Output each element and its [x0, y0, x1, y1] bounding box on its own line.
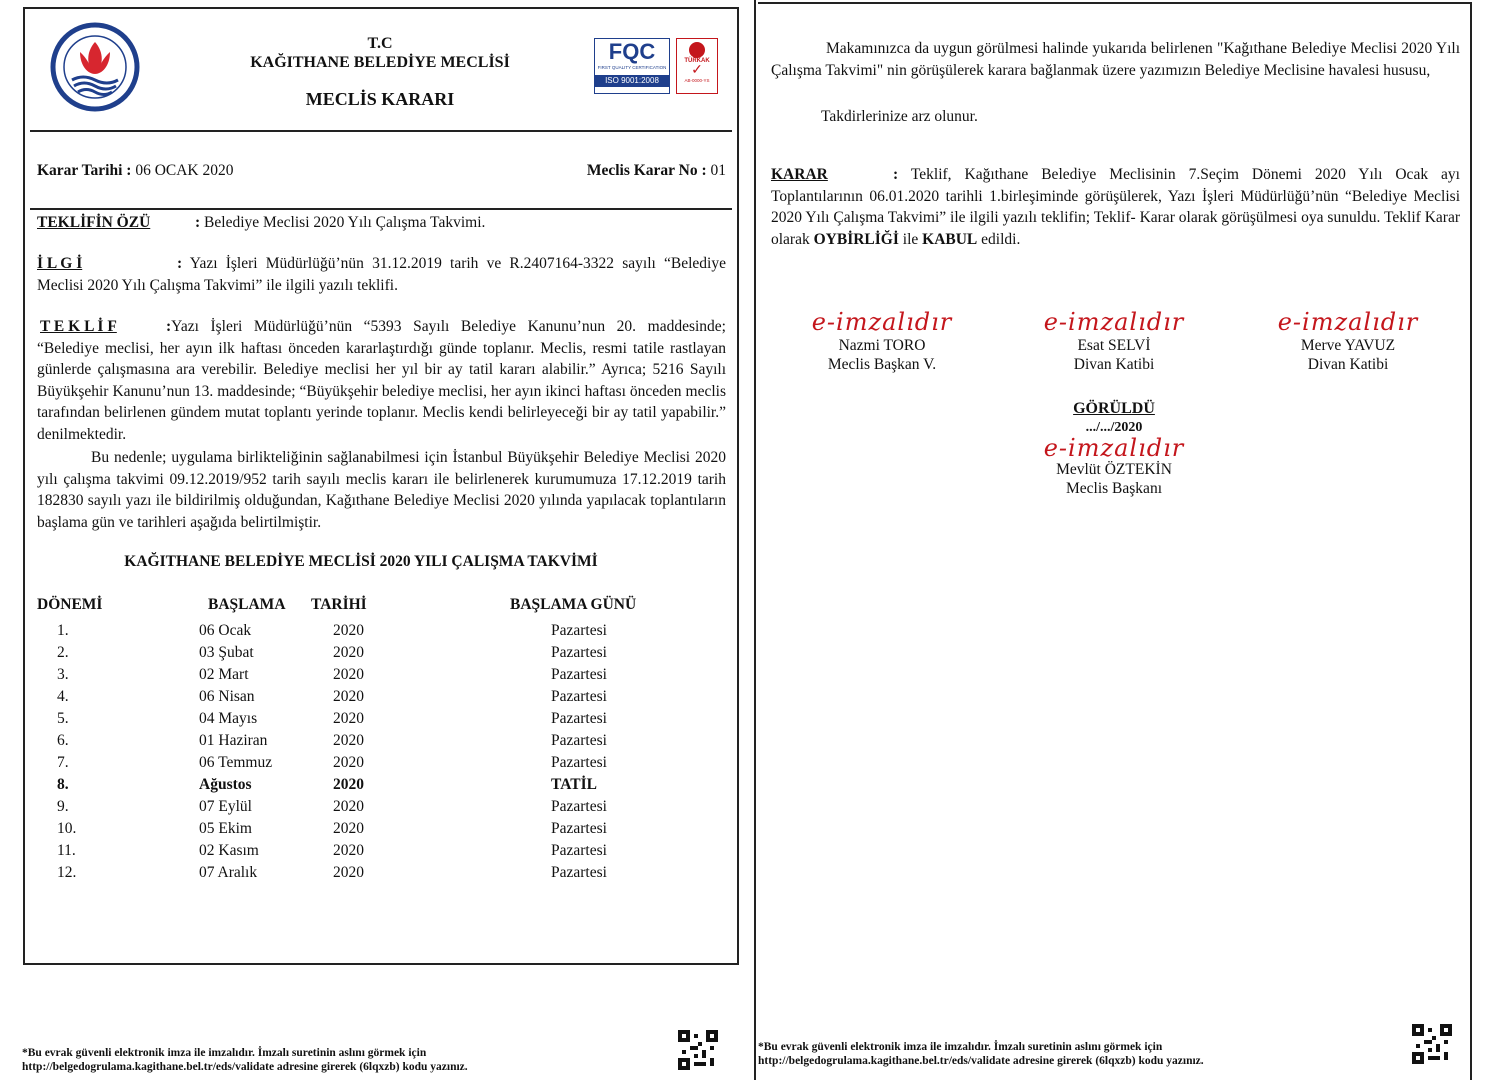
approval-block [1034, 399, 1194, 498]
approver-title: Meclis Başkanı [1066, 480, 1162, 497]
qr-code-icon [1412, 1024, 1452, 1069]
calendar-year: 2020 [333, 842, 364, 859]
calendar-period-number: 2. [57, 644, 69, 661]
document-page-2 [750, 0, 1500, 1080]
calendar-period-number: 8. [57, 776, 69, 793]
calendar-period-number: 10. [57, 820, 77, 837]
calendar-title: KAĞITHANE BELEDİYE MECLİSİ 2020 YILI ÇALIŞMA TAKVİMİ [124, 553, 598, 570]
approval-date: .../.../2020 [1085, 420, 1143, 435]
calendar-year: 2020 [333, 732, 364, 749]
signer-title: Divan Katibi [1073, 356, 1155, 373]
calendar-start-day: Pazartesi [551, 798, 607, 815]
calendar-start-date: Ağustos [199, 776, 252, 793]
calendar-start-day: Pazartesi [551, 864, 607, 881]
calendar-start-day: Pazartesi [551, 820, 607, 837]
header-line-2: KAĞITHANE BELEDİYE MECLİSİ [250, 54, 510, 71]
calendar-year: 2020 [333, 710, 364, 727]
calendar-start-day: Pazartesi [551, 688, 607, 705]
header-date: TARİHİ [311, 596, 367, 613]
footer-note: *Bu evrak güvenli elektronik imza ile imzalıdır. İmzalı suretinin aslını görmek için http://belgedogrulama.kagithane.bel.tr/eds/validate adresine girerek (6lqxzb) kodu yazınız. [22, 1047, 468, 1073]
calendar-table [37, 596, 727, 884]
calendar-start-date: 02 Mart [199, 666, 249, 683]
calendar-start-date: 07 Aralık [199, 864, 258, 881]
decision-number: Meclis Karar No : 01 [586, 162, 726, 179]
calendar-year: 2020 [333, 820, 364, 837]
meta-divider [30, 208, 732, 210]
signer-name: Merve YAVUZ [1300, 337, 1396, 354]
calendar-period-number: 3. [57, 666, 69, 683]
calendar-start-date: 02 Kasım [199, 842, 259, 859]
proposal-section: T E K L İ F :Yazı İşleri Müdürlüğü’nün “5393 Sayılı Belediye Kanunu’nun 20. maddesinde; “Belediye meclisi, her ayın ilk haftası önceden kararlaştırdığı günde toplanır. Meclis, resmi tatile rastlayan günlerde çalışmasına ara verebilir. Belediye meclisi her yıl bir ay tatil kararı alabilir.” Ayrıca; 5216 Sayılı Büyükşehir Kanunu’nun 13. maddesinde; “Büyükşehir belediye meclisi, her ayın ikinci haftası önceden meclis tarafından belirlenen gündem mutat toplantı yerinde toplanır. Meclis kendi belirleyeceği bir ay tatil yapabilir.” denilmektedir. [37, 318, 726, 443]
calendar-start-day: Pazartesi [551, 732, 607, 749]
signature-2 [1034, 308, 1194, 374]
calendar-year: 2020 [333, 798, 364, 815]
municipality-logo [50, 22, 140, 112]
calendar-row [37, 730, 727, 752]
calendar-period-number: 12. [57, 864, 77, 881]
calendar-start-day: Pazartesi [551, 644, 607, 661]
calendar-start-day: Pazartesi [551, 842, 607, 859]
calendar-row [37, 664, 727, 686]
e-signature-stamp: e-imzalıdır [1277, 308, 1419, 336]
signer-name: Esat SELVİ [1077, 337, 1151, 354]
calendar-start-date: 06 Nisan [199, 688, 255, 705]
calendar-period-number: 7. [57, 754, 69, 771]
calendar-period-number: 9. [57, 798, 69, 815]
fqc-certificate-badge: FQC FIRST QUALITY CERTIFICATION ISO 9001:2008 [594, 38, 670, 94]
intro-paragraph: Makamınızca da uygun görülmesi halinde yukarıda belirlenen "Kağıthane Belediye Meclisi 2020 Yılı Çalışma Takvimi" nin görüşülerek karara bağlanmak üzere yazımızın Belediye Meclisine havalesi hususu, [771, 40, 1460, 79]
document-title: MECLİS KARARI [305, 89, 455, 109]
calendar-start-day: Pazartesi [551, 622, 607, 639]
calendar-year: 2020 [333, 754, 364, 771]
e-signature-stamp: e-imzalıdır [1043, 434, 1185, 462]
calendar-start-date: 05 Ekim [199, 820, 252, 837]
turkak-certificate-badge: TÜRKAK ✓ AB-0000-YS [676, 38, 718, 94]
calendar-period-number: 5. [57, 710, 69, 727]
signer-name: Nazmi TORO [838, 337, 926, 354]
signature-3 [1268, 308, 1428, 374]
proposal-paragraph-2: Bu nedenle; uygulama birlikteliğinin sağlanabilmesi için İstanbul Büyükşehir Belediye Meclisi 2020 yılı çalışma takvimi 09.12.2019/952 tarih sayılı meclis kararı ile belirlenerek kurumumuza 17.12.2019 tarih 182830 sayılı yazı ile bildirilmiş olduğundan, Kağıthane Belediye Meclisi 2020 yılında yapılacak toplantıların başlama gün ve tarihleri aşağıda belirtilmiştir. [37, 449, 726, 531]
calendar-row [37, 686, 727, 708]
e-signature-stamp: e-imzalıdır [811, 308, 953, 336]
calendar-row [37, 796, 727, 818]
calendar-start-date: 04 Mayıs [199, 710, 258, 727]
calendar-row [37, 752, 727, 774]
calendar-start-date: 06 Temmuz [199, 754, 273, 771]
calendar-year: 2020 [333, 622, 364, 639]
calendar-start-date: 07 Eylül [199, 798, 252, 815]
signer-title: Divan Katibi [1307, 356, 1389, 373]
signer-title: Meclis Başkan V. [827, 356, 937, 373]
calendar-start-date: 06 Ocak [199, 622, 252, 639]
calendar-row [37, 708, 727, 730]
calendar-period-number: 11. [57, 842, 76, 859]
header-start-day: BAŞLAMA GÜNÜ [510, 596, 637, 613]
header-line-1: T.C [367, 35, 393, 52]
calendar-row [37, 862, 727, 884]
calendar-year: 2020 [333, 864, 364, 881]
calendar-row [37, 818, 727, 840]
signature-1 [802, 308, 962, 374]
approval-label: GÖRÜLDÜ [1073, 400, 1155, 417]
decision-date: Karar Tarihi : 06 OCAK 2020 [37, 162, 234, 179]
calendar-year: 2020 [333, 666, 364, 683]
calendar-row [37, 840, 727, 862]
qr-code-icon [678, 1030, 718, 1075]
calendar-year: 2020 [333, 644, 364, 661]
calendar-start-day: TATİL [551, 776, 597, 793]
calendar-period-number: 4. [57, 688, 69, 705]
calendar-row [37, 620, 727, 642]
calendar-start-date: 01 Haziran [199, 732, 268, 749]
calendar-year: 2020 [333, 776, 364, 793]
calendar-period-number: 1. [57, 622, 69, 639]
closing-line: Takdirlerinize arz olunur. [821, 108, 978, 125]
calendar-start-day: Pazartesi [551, 666, 607, 683]
calendar-start-date: 03 Şubat [199, 644, 254, 661]
header-start: BAŞLAMA [208, 596, 286, 613]
reference-section: İ L G İ : Yazı İşleri Müdürlüğü’nün 31.12.2019 tarih ve R.2407164-3322 sayılı “Belediye Meclisi 2020 Yılı Çalışma Takvimi” ile ilgili yazılı teklifi. [37, 255, 726, 294]
calendar-year: 2020 [333, 688, 364, 705]
e-signature-stamp: e-imzalıdır [1043, 308, 1185, 336]
approver-name: Mevlüt ÖZTEKİN [1056, 461, 1172, 478]
calendar-start-day: Pazartesi [551, 710, 607, 727]
decision-section: KARAR : Teklif, Kağıthane Belediye Meclisinin 7.Seçim Dönemi 2020 Yılı Ocak ayı Toplantılarının 06.01.2020 tarihli 1.birleşiminde görüşülerek, Yazı İşleri Müdürlüğü’nün “Belediye Meclisi 2020 Yılı Çalışma Takvimi” ile ilgili yazılı teklifin; Teklif- Karar olarak görüşülmesi oya sunuldu. Teklif Karar olarak OYBİRLİĞİ ile KABUL edildi. [771, 166, 1460, 248]
footer-note: *Bu evrak güvenli elektronik imza ile imzalıdır. İmzalı suretinin aslını görmek için http://belgedogrulama.kagithane.bel.tr/eds/validate adresine girerek (6lqxzb) kodu yazınız. [758, 1041, 1204, 1067]
calendar-start-day: Pazartesi [551, 754, 607, 771]
check-icon: ✓ [691, 63, 703, 78]
calendar-row [37, 642, 727, 664]
header-divider [30, 130, 732, 132]
header-period: DÖNEMİ [37, 596, 103, 613]
proposal-summary: TEKLİFİN ÖZÜ : Belediye Meclisi 2020 Yılı Çalışma Takvimi. [37, 214, 486, 231]
calendar-period-number: 6. [57, 732, 69, 749]
calendar-row [37, 774, 727, 796]
